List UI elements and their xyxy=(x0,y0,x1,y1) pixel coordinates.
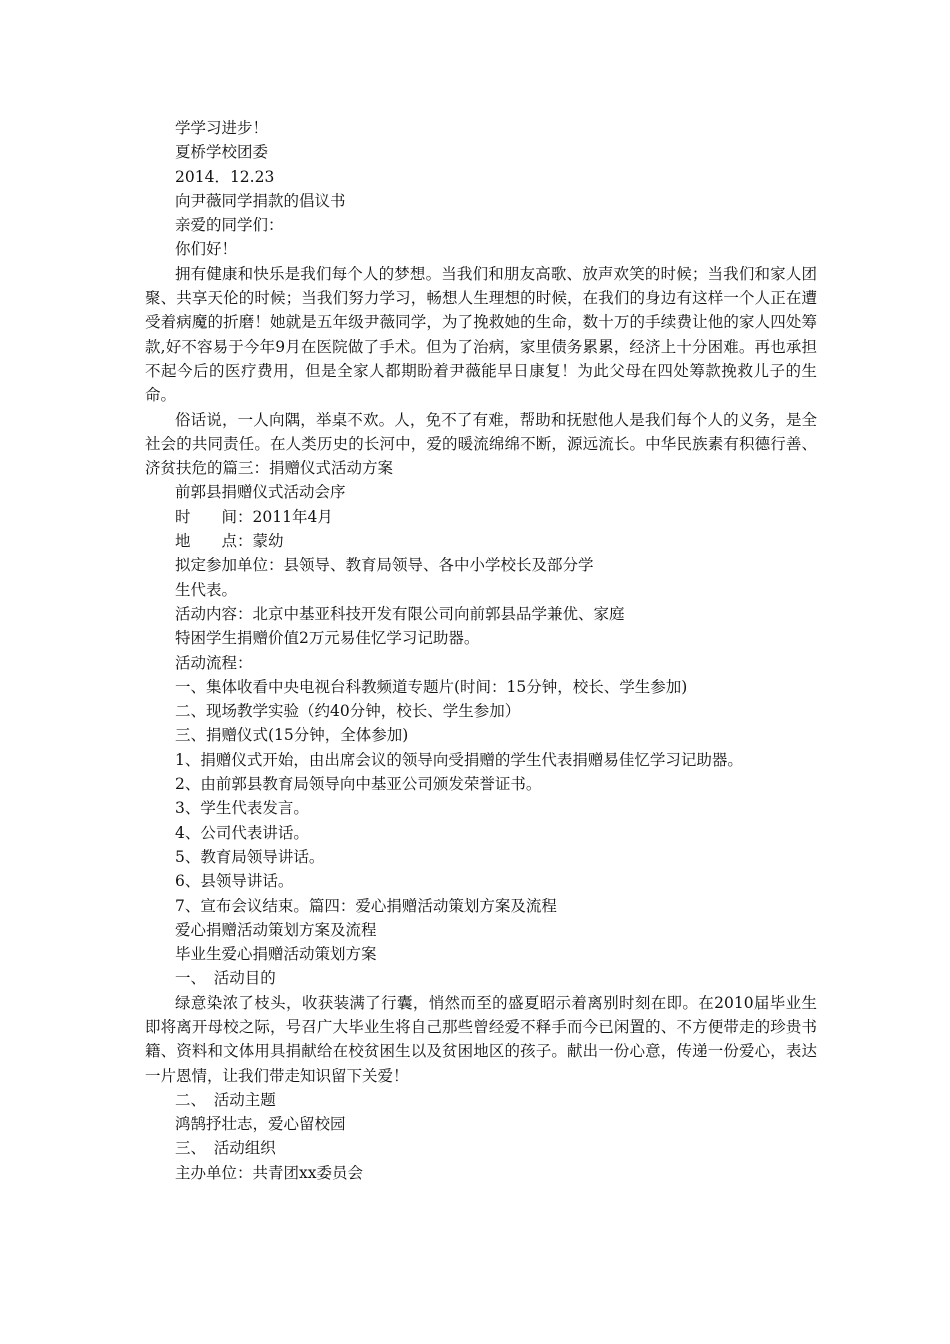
ceremony-step: 5、教育局领导讲话。 xyxy=(175,847,325,866)
section-heading: 二、 活动主题 xyxy=(175,1090,276,1109)
ceremony-step: 4、公司代表讲话。 xyxy=(175,823,309,842)
text-line: 学学习进步！ xyxy=(175,119,269,137)
participants-cont: 生代表。 xyxy=(175,580,238,599)
signature-organization: 夏桥学校团委 xyxy=(175,143,269,162)
process-heading: 活动流程： xyxy=(175,653,253,672)
section-title: 毕业生爱心捐赠活动策划方案 xyxy=(175,945,377,964)
event-content: 活动内容：北京中基亚科技开发有限公司向前郭县品学兼优、家庭 xyxy=(175,604,625,623)
participants: 拟定参加单位：县领导、教育局领导、各中小学校长及部分学 xyxy=(175,556,594,575)
section-heading: 三、 活动组织 xyxy=(175,1139,276,1158)
section-title: 爱心捐赠活动策划方案及流程 xyxy=(175,920,377,939)
paragraph: 绿意染浓了枝头，收获装满了行囊，悄然而至的盛夏昭示着离别时刻在即。在2010届毕业生即将离开母校之际，号召广大毕业生将自己那些曾经爱不释手而今已闲置的、不方便带走的珍贵书籍、资料和文体用具捐献给在校贫困生以及贫困地区的孩子。献出一份心意，传递一份爱心，表达一片恩情，让我们带走知识留下关爱！ xyxy=(145,993,817,1085)
section-heading: 一、 活动目的 xyxy=(175,969,276,988)
greeting: 你们好！ xyxy=(175,240,238,259)
paragraph: 俗话说，一人向隅，举桌不欢。人，免不了有难，帮助和抚慰他人是我们每个人的义务，是全社会的共同责任。在人类历史的长河中，爱的暖流绵绵不断，源远流长。中华民族素有积德行善、济贫扶危的篇三：捐赠仪式活动方案 xyxy=(145,410,817,478)
ceremony-step: 1、捐赠仪式开始，由出席会议的领导向受捐赠的学生代表捐赠易佳忆学习记助器。 xyxy=(175,750,743,769)
organizer: 主办单位：共青团xx委员会 xyxy=(175,1163,363,1182)
document-body xyxy=(145,116,817,1185)
process-item: 二、现场教学实验（约40分钟，校长、学生参加） xyxy=(175,702,521,721)
process-item: 一、集体收看中央电视台科教频道专题片(时间：15分钟，校长、学生参加) xyxy=(175,677,688,696)
event-time: 时 间：2011年4月 xyxy=(175,507,333,526)
theme-text: 鸿鹄抒壮志，爱心留校园 xyxy=(175,1115,346,1134)
event-location: 地 点：蒙幼 xyxy=(175,532,284,551)
ceremony-step: 3、学生代表发言。 xyxy=(175,799,309,818)
signature-date: 2014．12.23 xyxy=(175,167,275,186)
salutation: 亲爱的同学们： xyxy=(175,216,284,235)
process-item: 三、捐赠仪式(15分钟，全体参加) xyxy=(175,726,409,745)
ceremony-step: 7、宣布会议结束。篇四：爱心捐赠活动策划方案及流程 xyxy=(175,896,557,915)
paragraph: 拥有健康和快乐是我们每个人的梦想。当我们和朋友高歌、放声欢笑的时候；当我们和家人团聚、共享天伦的时候；当我们努力学习，畅想人生理想的时候，在我们的身边有这样一个人正在遭受着病魔的折磨！她就是五年级尹薇同学，为了挽救她的生命，数十万的手续费让他的家人四处筹款,好不容易于今年9月在医院做了手术。但为了治病，家里债务累累，经济上十分困难。再也承担不起今后的医疗费用，但是全家人都期盼着尹薇能早日康复！为此父母在四处筹款挽救儿子的生命。 xyxy=(145,264,817,405)
event-content-cont: 特困学生捐赠价值2万元易佳忆学习记助器。 xyxy=(175,629,480,648)
section-title: 向尹薇同学捐款的倡议书 xyxy=(175,191,346,210)
ceremony-step: 2、由前郭县教育局领导向中基亚公司颁发荣誉证书。 xyxy=(175,775,542,794)
ceremony-step: 6、县领导讲话。 xyxy=(175,872,294,891)
section-title: 前郭县捐赠仪式活动会序 xyxy=(175,483,346,502)
